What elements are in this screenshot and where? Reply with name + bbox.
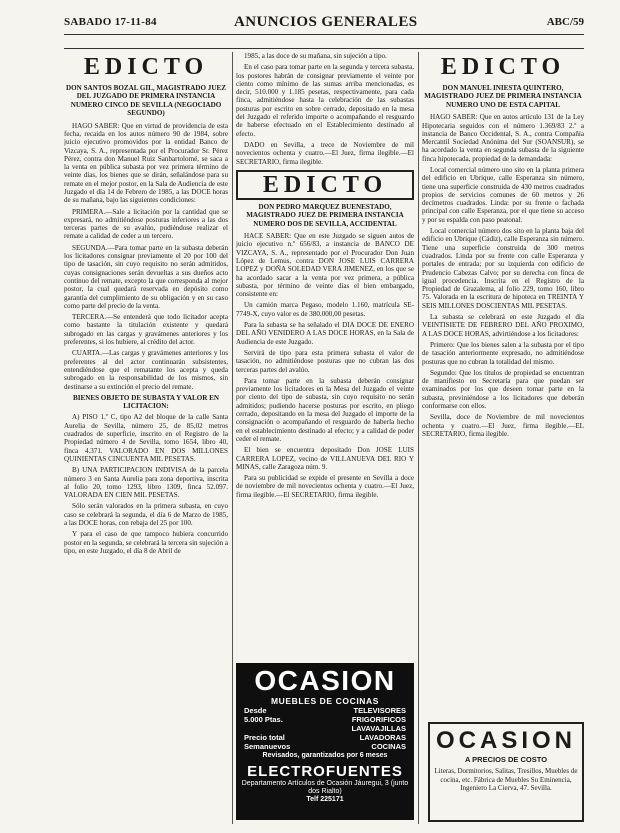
column-3 (422, 52, 584, 716)
edict-heading: EDICTO (262, 171, 388, 198)
edict-heading: EDICTO (440, 54, 566, 80)
ad-row: Desde TELEVISORES (244, 706, 406, 715)
edict-paragraph: HACE SABER: Que en este Juzgado se siguen autos de juicio ejecutivo n.º 656/83, a instancia de BANCO DE VIZCAYA, S. A., representado por el Procurador Don Juan López de Lemus, contra DON JOSE LUIS CARRERA LOPEZ y DOÑA SOLEDAD VERA JIMENEZ, en los que se ha acordado sacar a la venta por vez primera, a pública subasta, por término de veinte días el bien embargado, consistente en: (236, 232, 414, 299)
edict-paragraph: SEGUNDA.—Para tomar parte en la subasta deberán los licitadores consignar previamente el 20 por 100 del tipo de tasación, sin cuyo requisito no serán admitidos, cuyas consignaciones serán devueltas a sus dueños acto continuo del remate, excepto la que corresponda al mejor postor, la cual quedará reservada en depósito como garantía del cumplimiento de su obligación y en su caso como parte del precio de la venta. (64, 243, 228, 310)
ad-row: Semanuevos COCINAS (244, 742, 406, 751)
ad-title: OCASION (254, 665, 396, 696)
edict-paragraph: HAGO SABER: Que en virtud de providencia de esta fecha, recaida en los autos número 90 de 1984, sobre juicio ejecutivo promovidos por la entidad Banco de Vizcaya, S. A., representada por el Procurador Sr. Pérez Pérez, contra don Manuel Ruiz Sanbartolomé, se saca a la venta en pública subasta por vez primera término de veinte días, los bienes que se dirán, señalándose para su remate en el mejor postor, en la Sala de Audiencia de este Juzgado el día 14 de Febrero de 1985, a las DOCE horas de su mañana, bajo las siguientes condiciones: (64, 121, 228, 205)
ad-address: Departamento Artículos de Ocasión Jáuregui, 3 (junto dos Rialto) (241, 780, 409, 795)
edict-paragraph: Local comercial número uno sito en la planta primera del edificio en Ubrique, calle Esperanza sin número, tiene una superficie construida de 430 metros cuadrados propios de servicios comunes de 60 metros y 26 decímetros cuadrados. Linda: por su frente o fachada principal con calle Esperanza, por el que tiene su acceso y por su espalda con paso peatonal. (422, 166, 584, 224)
column-1 (64, 52, 228, 822)
header-rule-lower (64, 48, 584, 49)
ad-row: 5.000 Ptas. FRIGORIFICOS (244, 715, 406, 724)
ad-ocasion-cocinas (236, 663, 414, 820)
edict-paragraph: En el caso para tomar parte en la segunda y tercera subasta, los postores habrán de consignar previamente el veinte por ciento como mínimo de las sumas arriba mencionadas, es decir, 510.000 y 1.185 pesetas, respectivamente, para cada finca, admitiéndose hasta la celebración de las subastas posturas por escrito en sobre cerrado, depositado en la mesa del Juzgado el referido importe o acompañando el resguardo de haberse efectuado en el Establecimiento destinado al efecto. (236, 63, 414, 138)
header-page: ABC/59 (546, 16, 584, 28)
edict-paragraph: CUARTA.—Las cargas y gravámenes anteriores y los preferentes al del actor continuarán subsistentes, entendiéndose que el rematante los acepta y queda subrogado en la responsabilidad de los mismos, sin destinarse a su extinción el precio del remate. (64, 349, 228, 391)
edict-paragraph: Local comercial número dos sito en la planta baja del edificio en Ubrique (Cádiz), calle Esperanza sin número. Tiene una superficie construida de 300 metros cuadrados. Linda por su frente con calle Esperanza y portales de entrada; por su izquierda con edificio de Prudencio Cabezas Calvo; por su derecha con finca de igual procedencia. Inscrita en el Registro de la Propiedad de Grazalema, al folio 229, tomo 160, libro 75. Valorada en la escritura de hipoteca en TREINTA Y SEIS MILLONES DOSCIENTAS MIL PESETAS. (422, 227, 584, 310)
ad-subtitle: A PRECIOS DE COSTO (464, 755, 548, 764)
edict-lead: DON MANUEL INIESTA QUINTERO, MAGISTRADO JUEZ DE PRIMERA INSTANCIA NUMERO UNO DE ESTA CAPITAL (424, 84, 582, 109)
ad-row: Precio total LAVADORAS (244, 733, 406, 742)
edict-paragraph: PRIMERA.—Sale a licitación por la cantidad que se expresará, no admitiéndose posturas inferiores a las dos terceras partes de su avalúo, pudiéndose realizar el remate a calidad de ceder a un tercero. (64, 207, 228, 241)
header-rule (64, 34, 584, 35)
column-divider (418, 52, 419, 824)
edict-subheading: BIENES OBJETO DE SUBASTA Y VALOR EN LICITACION: (73, 393, 219, 411)
edict-heading-box (236, 170, 414, 200)
edict-paragraph: Y para el caso de que tampoco hubiera concurrido postor en la segunda, se celebrará la tercera sin sujeción a tipo, en este Juzgado, el día 8 de Abril de (64, 530, 228, 555)
edict-paragraph: El bien se encuentra depositado Don JOSE LUIS CARRERA LOPEZ, vecino de VILLANUEVA DEL RIO Y MINAS, calle Zaragoza núm. 9. (236, 446, 414, 471)
ad-text: Literas, Dormitorios, Salitas, Tresillos, Muebles de cocina, etc. Fábrica de Muebles Su Eminencia, Ingeniero La Cierva, 47. Sevilla. (434, 767, 578, 792)
edict-paragraph: Un camión marca Pegaso, modelo 1.160, matrícula SE-7749-X, cuyo valor es de 380.000,00 pesetas. (236, 301, 414, 318)
edict-paragraph: Para tomar parte en la subasta deberán consignar previamente los licitadores en la Mesa del Juzgado el veinte por ciento del tipo de subasta, sin cuyo requisito no serán admitidos; pudiendo hacerse posturas por escrito, en pliego cerrado, depositando en la mesa del Juzgado el importe de la consignación o acompañando el resguardo de haberla hecho en el establecimiento destinado al efecto; y a calidad de poder ceder el remate. (236, 376, 414, 443)
ad-phone: Telf 225171 (306, 796, 344, 803)
column-divider (232, 52, 233, 824)
edict-paragraph: Para la subasta se ha señalado el DIA DOCE DE ENERO DEL AÑO VENIDERO A LAS DOCE HORAS, en la Sala de Audiencia de este Juzgado. (236, 321, 414, 346)
edict-paragraph: La subasta se celebrará en este Juzgado el día VEINTISIETE DE FEBRERO DEL AÑO PROXIMO, A LAS DOCE HORAS, advirtiéndose a los licitadores: (422, 313, 584, 338)
header-section: ANUNCIOS GENERALES (234, 14, 418, 30)
edict-paragraph: Segundo: Que los títulos de propiedad se encuentran de manifiesto en Secretaría para que puedan ser examinados por los que deseen tomar parte en la subasta, previniéndose a los licitadores que deberán conformarse con ellos. (422, 368, 584, 411)
ad-title: OCASION (435, 727, 576, 754)
edict-paragraph: Sólo serán valorados en la primera subasta, en cuyo caso se celebrará la segunda, el día 6 de Marzo de 1985, a las DOCE horas, con rebaja del 25 por 100. (64, 502, 228, 527)
ad-row: LAVAVAJILLAS (351, 724, 406, 733)
ad-ocasion-costo (428, 722, 584, 822)
edict-paragraph: TERCERA.—Se entenderá que todo licitador acepta como bastante la titulación existente y quedará subrogado en las cargas y gravámenes anteriores y los preferentes, si los hubiere, al crédito del actor. (64, 313, 228, 347)
edict-paragraph: A) PISO 1.º C, tipo A2 del bloque de la calle Santa Aurelia de Sevilla, número 25, de 85,02 metros cuadrados de superficie, inscrito en el Registro de la Propiedad número 4 de Sevilla, tomo 1654, libro 40, finca 4.371. VALORADO EN DOS MILLONES QUINIENTAS CINCUENTA MIL PESETAS. (64, 413, 228, 463)
edict-paragraph: HAGO SABER: Que en autos artículo 131 de la Ley Hipotecaria seguidos con el número 1.369/83 2.º a instancia de Banco Occidental, S. A., contra Compañía Mercantil Sociedad Anónima del Sur (SOANSUR), se ha acordado la venta en segunda subasta de la siguiente finca hipotecada, propiedad de la demandada: (422, 113, 584, 163)
edict-lead: DON SANTOS BOZAL GIL, MAGISTRADO JUEZ DEL JUZGADO DE PRIMERA INSTANCIA NUMERO CINCO DE SEVILLA (NEGOCIADO SEGUNDO) (66, 84, 226, 118)
edict-paragraph: DADO en Sevilla, a trece de Noviembre de mil novecientos ochenta y cuatro.—El Juez, firma ilegible.—El SECRETARIO, firma ilegible. (236, 140, 414, 166)
ad-subtitle: MUEBLES DE COCINAS (270, 696, 380, 706)
ad-brand: ELECTROFUENTES (247, 763, 403, 780)
ad-note: Revisados, garantizados por 6 meses (262, 752, 388, 759)
header-date: SABADO 17-11-84 (64, 16, 157, 28)
edict-paragraph: Para su publicidad se expide el presente en Sevilla a doce de noviembre de mil novecientos ochenta y cuatro.—El Juez, firma ilegible.—El SECRETARIO, firma ilegible. (236, 474, 414, 499)
page-header (64, 14, 584, 32)
edict-paragraph: Primero: Que los bienes salen a la subasta por el tipo de tasación anteriormente expresado, no admitiéndose posturas que no cubran la totalidad del mismo. (422, 340, 584, 366)
edict-heading: EDICTO (83, 54, 209, 80)
edict-paragraph: 1985, a las doce de su mañana, sin sujeción a tipo. (244, 52, 387, 60)
edict-lead: DON PEDRO MARQUEZ BUENESTADO, MAGISTRADO JUEZ DE PRIMERA INSTANCIA NUMERO DOS DE SEVILLA, ACCIDENTAL (246, 202, 404, 228)
edict-paragraph: Sevilla, doce de Noviembre de mil novecientos ochenta y cuatro.—El Juez, firma ilegible.—EL SECRETARIO, firma ilegible. (422, 413, 584, 438)
edict-paragraph: Servirá de tipo para esta primera subasta el valor de tasación, no admitiéndose posturas que no cubran las dos terceras partes del avalúo. (236, 348, 414, 374)
column-2 (236, 52, 414, 658)
edict-paragraph: B) UNA PARTICIPACION INDIVISA de la parcela número 3 en Santa Aurelia para zona deportiva, inscrita al folio 20, tomo 1293, libro 1309, finca 52.097. VALORADA EN CIEN MIL PESETAS. (64, 466, 228, 500)
